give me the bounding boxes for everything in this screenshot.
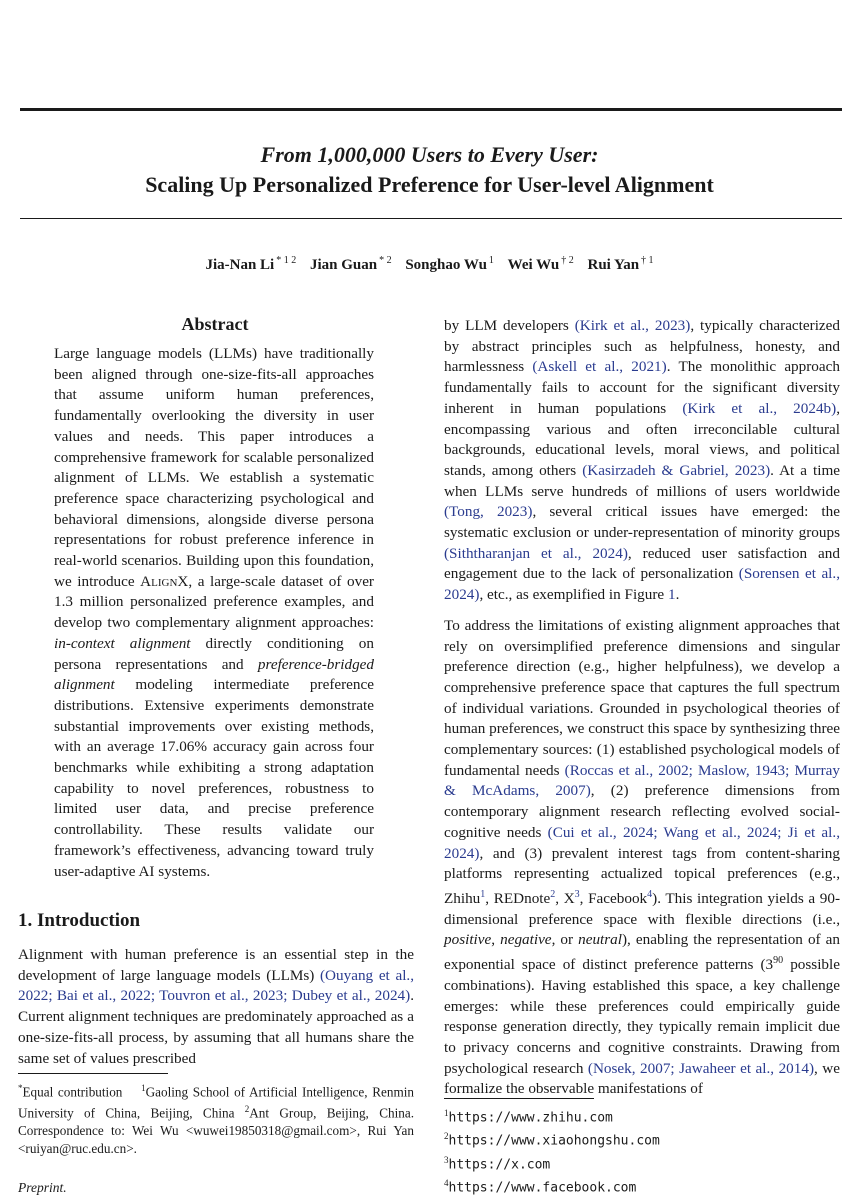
author: Songhao Wu $^1$ <box>405 255 494 273</box>
citation-link[interactable]: (Askell et al., 2021) <box>532 358 667 376</box>
paragraph: To address the limitations of existing alignment approaches that rely on oversimplified preference dimensions and singular preference direction (e.g., higher helpfulness), we develop a comprehensive preference space that captures the full spectrum of individual variations. Grounded in psychological theories of human preferences, we construct this space by synthesizing three complementary sources: (1) established psychological models of fundamental needs (Roccas et al., 2002; Maslow, 1943; Murray & McAdams, 2007), (2) preference dimensions from contemporary alignment research reflecting evolved social-cognitive needs (Cui et al., 2024; Wang et al., 2024; Ji et al., 2024), and (3) prevalent interest tags from content-sharing platforms representing actualized topical preferences (e.g., Zhihu$^1$, REDnote$^2$, X$^3$, Facebook$^4$). This integration yields a 90-dimensional preference space with flexible directions (i.e., positive, negative, or neutral), enabling the representation of an exponential space of distinct preference patterns ($3^{90}$ possible combinations). Having established this space, a key challenge emerges: while these preferences could empirically guide response generation directly, they typically remain implicit due to privacy concerns and cognitive constraints. Drawing from psychological research (Nosek, 2007; Jawaheer et al., 2014), we formalize the observable manifestations of <box>444 616 841 1098</box>
author: Jian Guan $^{* 2}$ <box>309 255 392 273</box>
citation-link[interactable]: (Cui et al., 2024; Wang et al., 2024; Ji et al., 2024) <box>444 823 840 862</box>
footnote-rule <box>444 1098 594 1099</box>
citation-link[interactable]: (Kirk et al., 2024b) <box>682 399 837 417</box>
url-link[interactable]: https://www.xiaohongshu.com <box>448 1133 660 1149</box>
url-footnotes <box>444 1104 840 1197</box>
footnote-url: $^2$https://www.xiaohongshu.com <box>444 1131 660 1149</box>
footnote-marker[interactable]: 3 <box>574 888 580 900</box>
author: Wei Wu $^{\dagger 2}$ <box>507 255 574 273</box>
footnote-marker[interactable]: 2 <box>550 888 556 900</box>
right-column <box>444 316 840 1110</box>
footnote-url: $^4$https://www.facebook.com <box>444 1177 637 1196</box>
url-link[interactable]: https://www.zhihu.com <box>448 1110 613 1126</box>
citation-link[interactable]: (Sorensen et al., 2024) <box>444 565 840 604</box>
title-rule-top <box>20 108 842 111</box>
footnote-url: $^3$https://x.com <box>444 1154 551 1172</box>
url-link[interactable]: https://www.facebook.com <box>448 1180 637 1196</box>
paper-title-line2: Scaling Up Personalized Preference for User-level Alignment <box>145 172 714 197</box>
citation-link[interactable]: (Kasirzadeh & Gabriel, 2023) <box>582 461 771 479</box>
citation-link[interactable]: (Kirk et al., 2023) <box>574 317 691 334</box>
citation-link[interactable]: (Tong, 2023) <box>444 503 533 521</box>
footnote-marker[interactable]: 1 <box>480 888 486 900</box>
citation-link[interactable]: (Roccas et al., 2002; Maslow, 1943; Murray & McAdams, 2007) <box>444 761 840 800</box>
section-heading-introduction: 1. Introduction <box>18 910 141 931</box>
title-rule-bottom <box>20 218 842 219</box>
affiliation-footnote: *Equal contribution $^1$Gaoling School of Artificial Intelligence, Renmin University of China, Beijing, China $^2$Ant Group, Beijing, China. Correspondence to: Wei Wu <wuwei19850318@gmail.com>, Rui Yan <ruiyan@ruc.edu.cn>. <box>18 1083 414 1157</box>
author-list <box>0 255 859 274</box>
footnote-url: $^1$https://www.zhihu.com <box>444 1108 613 1126</box>
dataset-name: AlignX <box>140 572 189 590</box>
url-link[interactable]: https://x.com <box>448 1156 551 1172</box>
footnote-rule <box>18 1073 168 1074</box>
abstract-heading: Abstract <box>181 314 249 334</box>
paragraph: by LLM developers (Kirk et al., 2023), typically characterized by abstract principles such as helpfulness, honesty, and harmlessness (Askell et al., 2021). The monolithic approach fundamentally fails to account for the significant diversity inherent in human populations (Kirk et al., 2024b), encompassing various and often irreconcilable cultural backgrounds, educational levels, moral views, and political stands, among others (Kasirzadeh & Gabriel, 2023). At a time when LLMs serve hundreds of millions of users worldwide (Tong, 2023), several critical issues have emerged: the systematic exclusion or under-representation of minority groups (Siththaranjan et al., 2024), reduced user satisfaction and engagement due to the lack of personalization (Sorensen et al., 2024), etc., as exemplified in Figure 1. <box>444 317 840 604</box>
author: Rui Yan $^{\dagger 1}$ <box>587 255 654 273</box>
preprint-label: Preprint. <box>18 1180 67 1195</box>
citation-link[interactable]: (Nosek, 2007; Jawaheer et al., 2014) <box>587 1059 815 1077</box>
figure-reference-link[interactable]: 1 <box>667 586 676 604</box>
citation-link[interactable]: (Siththaranjan et al., 2024) <box>444 544 628 562</box>
author: Jia-Nan Li $^{* 1 2}$ <box>205 255 297 273</box>
footnote-marker[interactable]: 4 <box>647 888 653 900</box>
abstract-body: Large language models (LLMs) have traditionally been aligned through one-size-fits-all approaches that assume uniform human preferences, fundamentally overlooking the diversity in user values and needs. This paper introduces a comprehensive framework for scalable personalized alignment of LLMs. We establish a systematic preference space characterizing psychological and behavioral dimensions, alongside diverse persona representations for robust preference inference in real-world scenarios. Building upon this foundation, we introduce AlignX, a large-scale dataset of over 1.3 million personalized preference examples, and develop two complementary alignment approaches: in-context alignment directly conditioning on persona representations and preference-bridged alignment modeling intermediate preference distributions. Extensive experiments demonstrate substantial improvements over existing methods, with an average 17.06% accuracy gain across four benchmarks while exhibiting a strong adaptation capability to novel preferences, robustness to limited user data, and precise preference controllability. These results validate our framework’s effectiveness, advancing toward truly user-adaptive AI systems. <box>54 345 374 880</box>
paper-title-line1: From 1,000,000 Users to Every User: <box>260 142 599 167</box>
introduction-paragraph: Alignment with human preference is an essential step in the development of large language models (LLMs) (Ouyang et al., 2022; Bai et al., 2022; Touvron et al., 2023; Dubey et al., 2024). Current alignment techniques are predominately approached as a one-size-fits-all process, by assuming that all humans share the same set of values prescribed <box>18 946 415 1067</box>
citation-link[interactable]: (Ouyang et al., 2022; Bai et al., 2022; Touvron et al., 2023; Dubey et al., 2024) <box>18 966 415 1005</box>
